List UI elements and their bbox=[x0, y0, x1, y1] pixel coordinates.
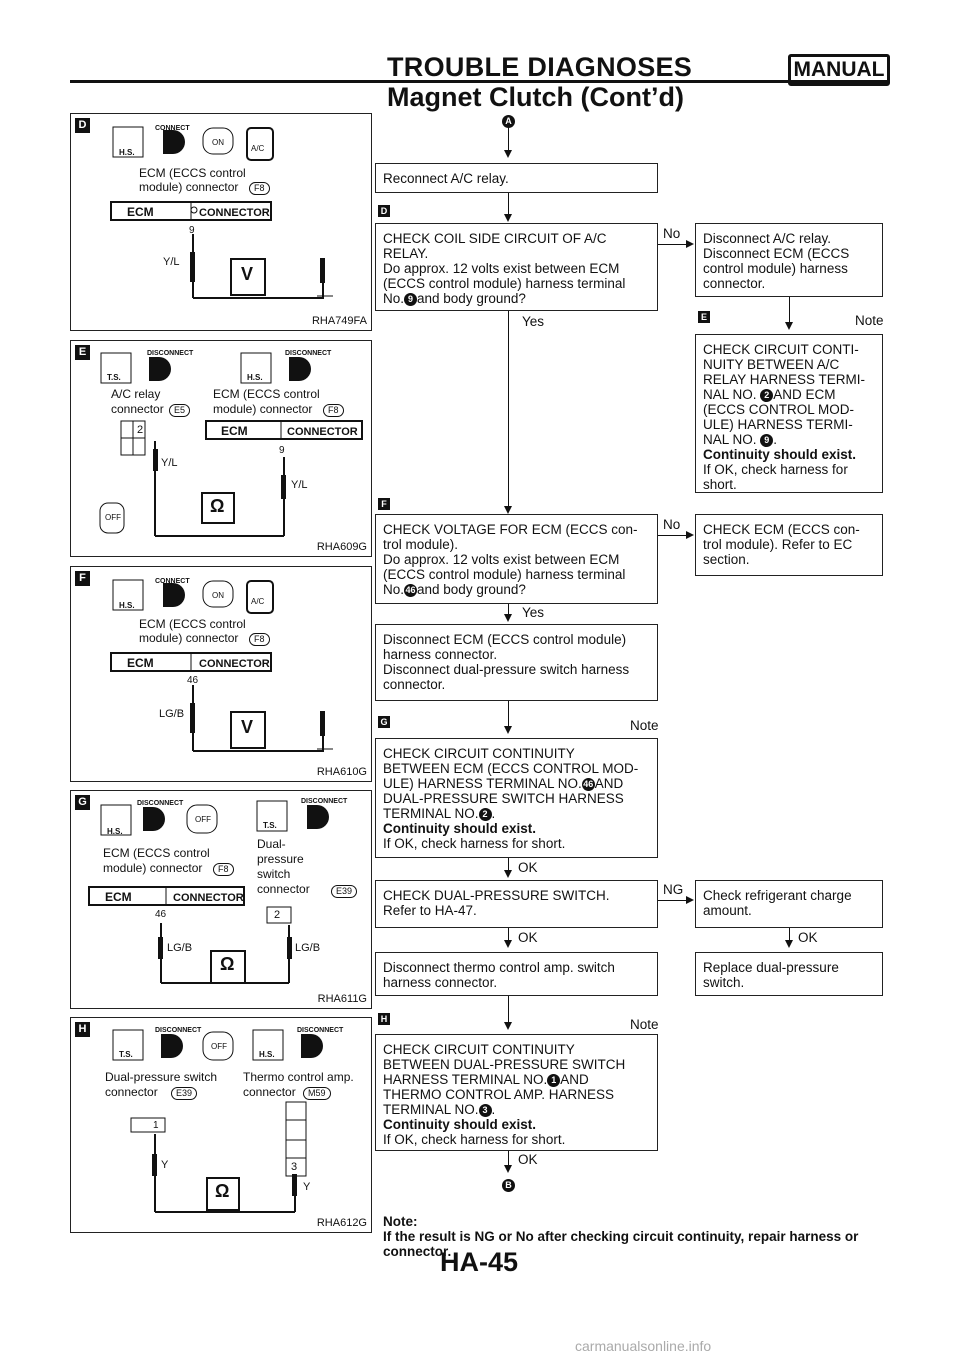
meter-symbol: V bbox=[241, 717, 254, 737]
connector-line bbox=[508, 127, 509, 150]
ecm-label: ECM bbox=[127, 656, 154, 670]
tag-off: OFF bbox=[195, 815, 211, 824]
panel-letter: E bbox=[75, 345, 90, 360]
wire-color: Y/L bbox=[163, 256, 180, 268]
arrow-head bbox=[504, 1165, 512, 1173]
step-disconnect-ecm-dp: Disconnect ECM (ECCS control module) harness connector. Disconnect dual-pressure switch harness connector. bbox=[375, 624, 658, 701]
ecm-label-1: ECM (ECCS control bbox=[213, 387, 320, 401]
dp-label-1: Dual- bbox=[257, 837, 286, 851]
arrow-head bbox=[504, 150, 512, 158]
watermark: carmanualsonline.info bbox=[575, 1338, 712, 1354]
connector-line bbox=[508, 193, 509, 214]
ecm-label-2: module) connector bbox=[213, 402, 313, 416]
meter-symbol: Ω bbox=[220, 954, 235, 974]
relay-connector-code: E5 bbox=[169, 404, 190, 417]
diagram-panel-g bbox=[70, 790, 372, 1009]
panel-letter: F bbox=[75, 571, 90, 586]
connector-tag: CONNECTOR bbox=[199, 207, 270, 219]
diagram-panel-h bbox=[70, 1017, 372, 1233]
connector-code: F8 bbox=[249, 633, 270, 646]
dp-wire: LG/B bbox=[295, 942, 321, 954]
connector-code: F8 bbox=[249, 182, 270, 195]
ecm-label-2: module) connector bbox=[103, 861, 203, 875]
ecm-pin: 9 bbox=[279, 445, 285, 456]
label-note: Note bbox=[630, 1017, 659, 1032]
dp-connector-code: E39 bbox=[331, 885, 357, 898]
arrow-head bbox=[785, 322, 793, 330]
flow-start-marker: A bbox=[502, 113, 515, 131]
arrow-head bbox=[504, 214, 512, 222]
section-title: TROUBLE DIAGNOSES bbox=[387, 52, 693, 82]
step-marker-d: D bbox=[378, 205, 390, 217]
step-replace-dual-pressure: Replace dual-pressure switch. bbox=[695, 952, 883, 996]
tag-hs: H.S. bbox=[259, 1050, 275, 1059]
connector-line bbox=[508, 996, 509, 1022]
footnote: Note: If the result is NG or No after checking circuit continuity, repair harness or connector. bbox=[383, 1214, 859, 1259]
relay-label-1: A/C relay bbox=[111, 387, 161, 401]
connector-line bbox=[508, 1151, 509, 1165]
figure-code: RHA609G bbox=[316, 541, 367, 553]
ecm-label: ECM bbox=[105, 890, 132, 904]
connector-line bbox=[789, 297, 790, 322]
step-check-relay-continuity: CHECK CIRCUIT CONTI- NUITY BETWEEN A/C RELAY HARNESS TERMI- NAL NO. 2 AND ECM (ECCS CONTROL MOD- ULE) HARNESS TERMI- NAL NO. 9 . Continuity should exist. If OK, check harness for short. bbox=[695, 334, 883, 493]
tc-label-1: Thermo control amp. bbox=[243, 1070, 354, 1084]
page-subtitle: Magnet Clutch (Cont’d) bbox=[387, 82, 684, 112]
ecm-connector-code: F8 bbox=[213, 863, 234, 876]
connector-line bbox=[508, 701, 509, 726]
step-check-dual-pressure: CHECK DUAL-PRESSURE SWITCH. Refer to HA-47. bbox=[375, 880, 658, 928]
dp-label-4: connector bbox=[257, 882, 310, 896]
dp-label-2: pressure bbox=[257, 852, 304, 866]
step-check-voltage-ecm: CHECK VOLTAGE FOR ECM (ECCS con- trol module). Do approx. 12 volts exist between ECM (ECCS control module) harness terminal No.46 and body ground? bbox=[375, 514, 658, 604]
connector-line bbox=[508, 858, 509, 870]
tag-ts: T.S. bbox=[107, 373, 121, 382]
diagram-panel-d bbox=[70, 113, 372, 331]
arrow-head bbox=[686, 531, 694, 539]
label-ok: OK bbox=[518, 1152, 538, 1167]
tc-wire: Y bbox=[303, 1181, 311, 1193]
step-reconnect-relay bbox=[375, 163, 658, 193]
label-yes: Yes bbox=[522, 605, 545, 620]
pin-number: 9 bbox=[189, 225, 195, 236]
dp-pin: 1 bbox=[153, 1120, 159, 1131]
tag-hs: H.S. bbox=[247, 373, 263, 382]
dp-label-1: Dual-pressure switch bbox=[105, 1070, 218, 1084]
meter-symbol: Ω bbox=[215, 1181, 230, 1201]
arrow-head bbox=[504, 726, 512, 734]
connector-tag: CONNECTOR bbox=[173, 892, 244, 904]
figure-code: RHA749FA bbox=[311, 315, 367, 327]
connector-line bbox=[789, 928, 790, 940]
tag-off: OFF bbox=[105, 513, 121, 522]
tag-ts: T.S. bbox=[263, 821, 277, 830]
label-ok: OK bbox=[518, 860, 538, 875]
ecm-wire: Y/L bbox=[291, 479, 308, 491]
arrow-head bbox=[504, 940, 512, 948]
pin-number: 46 bbox=[187, 675, 199, 686]
tag-on: ON bbox=[212, 591, 224, 600]
label-note: Note bbox=[855, 313, 884, 328]
tag-ts: T.S. bbox=[119, 1050, 133, 1059]
meter-symbol: Ω bbox=[210, 496, 225, 516]
arrow-head bbox=[686, 896, 694, 904]
page-number: HA-45 bbox=[440, 1247, 519, 1277]
panel-letter: G bbox=[75, 795, 90, 810]
step-disconnect-relay-ecm: Disconnect A/C relay. Disconnect ECM (ECCS control module) harness connector. bbox=[695, 223, 883, 297]
step-check-ecm: CHECK ECM (ECCS con- trol module). Refer to EC section. bbox=[695, 514, 883, 576]
tag-disconnect-2: DISCONNECT bbox=[285, 350, 332, 357]
relay-pin: 2 bbox=[137, 424, 144, 436]
connector-line bbox=[658, 244, 686, 245]
step-marker-g: G bbox=[378, 716, 390, 728]
tag-ac: A/C bbox=[251, 144, 265, 153]
step-check-dp-thermo-continuity: CHECK CIRCUIT CONTINUITY BETWEEN DUAL-PRESSURE SWITCH HARNESS TERMINAL NO. 1 AND THERMO CONTROL AMP. HARNESS TERMINAL NO. 3 . Continuity should exist. If OK, check harness for short. bbox=[375, 1034, 658, 1151]
tag-hs: H.S. bbox=[119, 148, 135, 157]
tag-connect: CONNECT bbox=[155, 578, 190, 585]
arrow-head bbox=[504, 870, 512, 878]
tag-disconnect: DISCONNECT bbox=[155, 1027, 202, 1034]
arrow-head bbox=[686, 240, 694, 248]
tc-pin: 3 bbox=[291, 1161, 298, 1173]
panel-letter: H bbox=[75, 1022, 90, 1037]
figure-code: RHA611G bbox=[317, 993, 367, 1005]
tag-disconnect: DISCONNECT bbox=[137, 800, 184, 807]
label-ok: OK bbox=[518, 930, 538, 945]
tag-connect: CONNECT bbox=[155, 125, 190, 132]
arrow-head bbox=[504, 506, 512, 514]
connector-line bbox=[658, 900, 686, 901]
connector-tag: CONNECTOR bbox=[199, 658, 270, 670]
tag-disconnect: DISCONNECT bbox=[147, 350, 194, 357]
tag-off: OFF bbox=[211, 1042, 227, 1051]
tag-disconnect-2: DISCONNECT bbox=[297, 1027, 344, 1034]
ecm-label: ECM bbox=[221, 424, 248, 438]
tc-label-2: connector bbox=[243, 1085, 296, 1099]
dp-wire: Y bbox=[161, 1159, 169, 1171]
connector-label-line2: module) connector bbox=[139, 180, 239, 194]
tc-connector-code: M59 bbox=[303, 1087, 331, 1100]
wire-color: LG/B bbox=[159, 708, 185, 720]
connector-tag: CONNECTOR bbox=[287, 426, 358, 438]
step-disconnect-thermo: Disconnect thermo control amp. switch harness connector. bbox=[375, 952, 658, 996]
step-marker-f: F bbox=[378, 498, 390, 510]
diagram-panel-e bbox=[70, 340, 372, 557]
dp-label-2: connector bbox=[105, 1085, 158, 1099]
flow-end-marker: B bbox=[502, 1177, 515, 1195]
label-note: Note bbox=[630, 718, 659, 733]
meter-symbol: V bbox=[241, 264, 254, 284]
connector-line bbox=[508, 311, 509, 506]
label-no: No bbox=[663, 517, 681, 532]
tag-hs: H.S. bbox=[119, 601, 135, 610]
tag-ac: A/C bbox=[251, 597, 265, 606]
label-ng: NG bbox=[663, 882, 684, 897]
dp-label-3: switch bbox=[257, 867, 291, 881]
tag-hs: H.S. bbox=[107, 827, 123, 836]
ecm-pin: 46 bbox=[155, 909, 167, 920]
panel-letter: D bbox=[75, 118, 90, 133]
step-check-coil-side: CHECK COIL SIDE CIRCUIT OF A/C RELAY. Do approx. 12 volts exist between ECM (ECCS control module) harness terminal No. 9 and body ground? bbox=[375, 223, 658, 311]
dp-connector-code: E39 bbox=[171, 1087, 197, 1100]
connector-line bbox=[508, 928, 509, 940]
connector-label-line1: ECM (ECCS control bbox=[139, 617, 246, 631]
relay-wire: Y/L bbox=[161, 457, 178, 469]
ecm-connector-code: F8 bbox=[323, 404, 344, 417]
step-check-refrigerant: Check refrigerant charge amount. bbox=[695, 880, 883, 928]
connector-label-line2: module) connector bbox=[139, 631, 239, 645]
connector-line bbox=[658, 535, 686, 536]
connector-label-line1: ECM (ECCS control bbox=[139, 166, 246, 180]
arrow-head bbox=[504, 614, 512, 622]
label-no: No bbox=[663, 226, 681, 241]
step-text: Reconnect A/C relay. bbox=[383, 171, 509, 186]
step-marker-e: E bbox=[698, 311, 710, 323]
step-marker-h: H bbox=[378, 1013, 390, 1025]
tag-disconnect-2: DISCONNECT bbox=[301, 798, 348, 805]
tag-on: ON bbox=[212, 138, 224, 147]
label-ok: OK bbox=[798, 930, 818, 945]
dp-pin: 2 bbox=[274, 909, 281, 921]
ecm-label: ECM bbox=[127, 205, 154, 219]
ecm-wire: LG/B bbox=[167, 942, 193, 954]
figure-code: RHA612G bbox=[316, 1217, 367, 1229]
ecm-label-1: ECM (ECCS control bbox=[103, 846, 210, 860]
figure-code: RHA610G bbox=[316, 766, 367, 778]
step-check-ecm-dp-continuity: CHECK CIRCUIT CONTINUITY BETWEEN ECM (ECCS CONTROL MOD- ULE) HARNESS TERMINAL NO.46 AND DUAL-PRESSURE SWITCH HARNESS TERMINAL NO. 2 . Continuity should exist. If OK, check harness for short. bbox=[375, 738, 658, 858]
diagram-panel-f bbox=[70, 566, 372, 782]
arrow-head bbox=[504, 1022, 512, 1030]
label-yes: Yes bbox=[522, 314, 545, 329]
manual-tab: MANUAL bbox=[788, 54, 890, 86]
arrow-head bbox=[785, 940, 793, 948]
relay-label-2: connector bbox=[111, 402, 164, 416]
